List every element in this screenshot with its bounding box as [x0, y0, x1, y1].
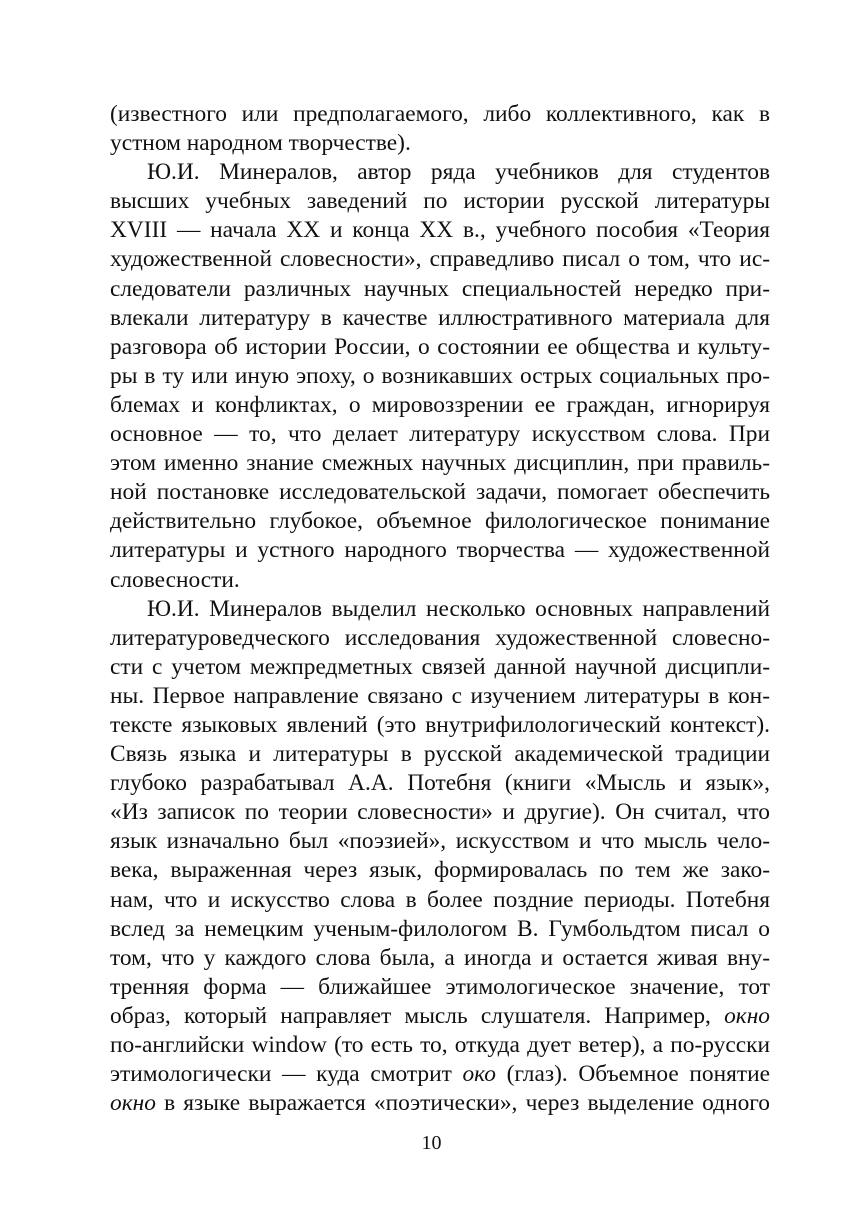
text-line: художественной словесности», справедливо писал о том, что ис-: [110, 246, 770, 273]
text-line: ры в ту или иную эпоху, о возникавших острых социальных про-: [110, 362, 770, 389]
text-line: нам, что и искусство слова в более поздние периоды. Потебня: [110, 886, 770, 913]
text-line: ны. Первое направление связано с изучением литературы в кон-: [110, 682, 770, 709]
text-segment: этимологически — куда смотрит: [110, 1061, 463, 1088]
text-line: «Из записок по теории словесности» и другие). Он считал, что: [110, 799, 770, 826]
text-line: тексте языковых явлений (это внутрифилологический контекст).: [110, 711, 770, 738]
text-line: XVIII — начала XX и конца XX в., учебного пособия «Теория: [110, 217, 770, 244]
text-line: [110, 1002, 770, 1031]
text-line: влекали литературу в качестве иллюстративного материала для: [110, 304, 770, 331]
paragraph-1: [110, 100, 770, 158]
text-line: литературоведческого исследования художественной словесно-: [110, 624, 770, 651]
text-line: сти с учетом межпредметных связей данной научной дисципли-: [110, 653, 770, 680]
italic-word: окно: [724, 1002, 770, 1029]
text-line: Ю.И. Минералов, автор ряда учебников для студентов: [147, 159, 770, 186]
text-line: том, что у каждого слова была, а иногда и остается живая вну-: [110, 944, 770, 971]
text-line: ной постановке исследовательской задачи, помогает обеспечить: [110, 479, 770, 506]
text-line: блемах и конфликтах, о мировоззрении ее граждан, игнорируя: [110, 391, 770, 418]
text-line: словесности.: [110, 566, 240, 593]
text-line: вслед за немецким ученым-филологом В. Гумбольдтом писал о: [110, 915, 770, 942]
text-segment: (глаз). Объемное понятие: [495, 1061, 770, 1088]
text-line: (известного или предполагаемого, либо коллективного, как в: [110, 101, 770, 127]
text-line: основное — то, что делает литературу искусством слова. При: [110, 421, 770, 448]
text-line: [110, 1089, 770, 1118]
text-line: следователи различных научных специальностей нередко при-: [110, 275, 770, 302]
page-text: [110, 100, 770, 1117]
text-line: глубоко разрабатывал А.А. Потебня (книги «Мысль и язык»,: [110, 770, 770, 797]
paragraph-2: [110, 158, 770, 594]
text-line: [110, 1060, 770, 1089]
text-segment: в языке выражается «поэтически», через выделение одного: [155, 1090, 770, 1117]
text-line: язык изначально был «поэзией», искусством и что мысль чело-: [110, 828, 770, 855]
text-line: по-английски window (то есть то, откуда дует ветер), а по-русски: [110, 1032, 770, 1058]
text-segment: образ, который направляет мысль слушателя. Например,: [110, 1002, 725, 1029]
italic-word: око: [462, 1061, 496, 1088]
text-line: века, выраженная через язык, формировалась по тем же зако-: [110, 857, 770, 884]
text-line: Связь языка и литературы в русской академической традиции: [110, 741, 770, 768]
italic-word: окно: [110, 1090, 156, 1117]
text-line: Ю.И. Минералов выделил несколько основных направлений: [147, 595, 770, 622]
paragraph-3: [110, 595, 770, 1119]
text-line: устном народном творчестве).: [110, 130, 411, 157]
text-line: литературы и устного народного творчества — художественной: [110, 537, 770, 564]
text-line: разговора об истории России, о состоянии ее общества и культу-: [110, 333, 770, 360]
text-line: высших учебных заведений по истории русской литературы: [110, 188, 770, 215]
page-number: 10: [421, 1132, 442, 1154]
text-line: действительно глубокое, объемное филологическое понимание: [110, 508, 770, 535]
text-line: этом именно знание смежных научных дисциплин, при правиль-: [110, 450, 770, 477]
text-line: тренняя форма — ближайшее этимологическое значение, тот: [110, 973, 770, 1000]
